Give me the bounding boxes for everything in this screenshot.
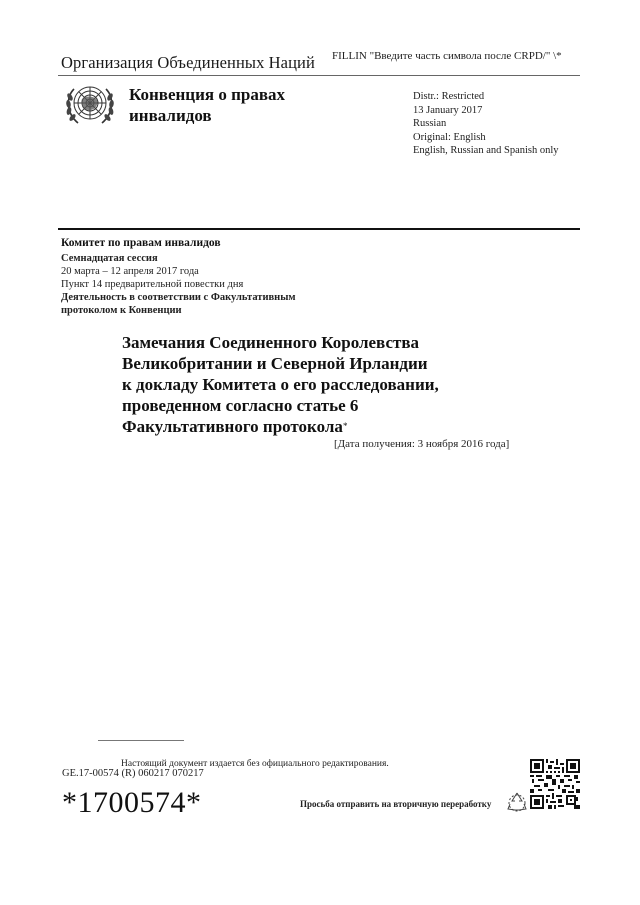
header-rule (58, 75, 580, 76)
header-thick-rule (58, 228, 580, 230)
convention-title (129, 84, 285, 126)
received-date: [Дата получения: 3 ноября 2016 года] (334, 438, 510, 450)
agenda-topic-line: Деятельность в соответствии с Факультативным (61, 292, 296, 303)
document-title-line: Замечания Соединенного Королевства (122, 333, 420, 352)
distribution-status: Distr.: Restricted (413, 91, 485, 102)
distribution-block (413, 90, 559, 158)
document-symbol: GE.17-00574 (R) 060217 070217 (62, 768, 204, 779)
session-block (61, 252, 296, 317)
document-title-line: Великобритании и Северной Ирландии (122, 354, 428, 373)
fillin-field-code: FILLIN "Введите часть символа после CRPD/" \* (332, 50, 562, 62)
available-languages: English, Russian and Spanish only (413, 145, 559, 156)
recycle-notice: Просьба отправить на вторичную переработку (300, 799, 492, 809)
un-emblem-icon (64, 81, 116, 127)
recycle-icon (506, 791, 528, 813)
convention-title-line: инвалидов (129, 106, 212, 125)
document-title-line: проведенном согласно статье 6 (122, 396, 359, 415)
agenda-item: Пункт 14 предварительной повестки дня (61, 279, 244, 290)
footnote-separator (98, 740, 184, 741)
session-name: Семнадцатая сессия (61, 253, 158, 264)
committee-name: Комитет по правам инвалидов (61, 237, 221, 249)
session-dates: 20 марта – 12 апреля 2017 года (61, 266, 199, 277)
document-date: 13 January 2017 (413, 104, 483, 116)
document-language: Russian (413, 118, 447, 129)
document-title-line (122, 416, 439, 437)
barcode-number: *1700574* (62, 786, 202, 819)
original-language: Original: English (413, 131, 486, 143)
document-title-line: к докладу Комитета о его расследовании, (122, 375, 439, 394)
qr-code-icon (530, 759, 580, 809)
footnote-text: Настоящий документ издается без официального редактирования. (121, 759, 389, 769)
document-title-text: Факультативного протокола (122, 417, 343, 436)
convention-title-line: Конвенция о правах (129, 85, 286, 104)
footnote-mark: * (342, 421, 348, 431)
agenda-topic-line: протоколом к Конвенции (61, 305, 182, 316)
organization-name: Организация Объединенных Наций (61, 53, 315, 72)
document-title (122, 332, 439, 437)
